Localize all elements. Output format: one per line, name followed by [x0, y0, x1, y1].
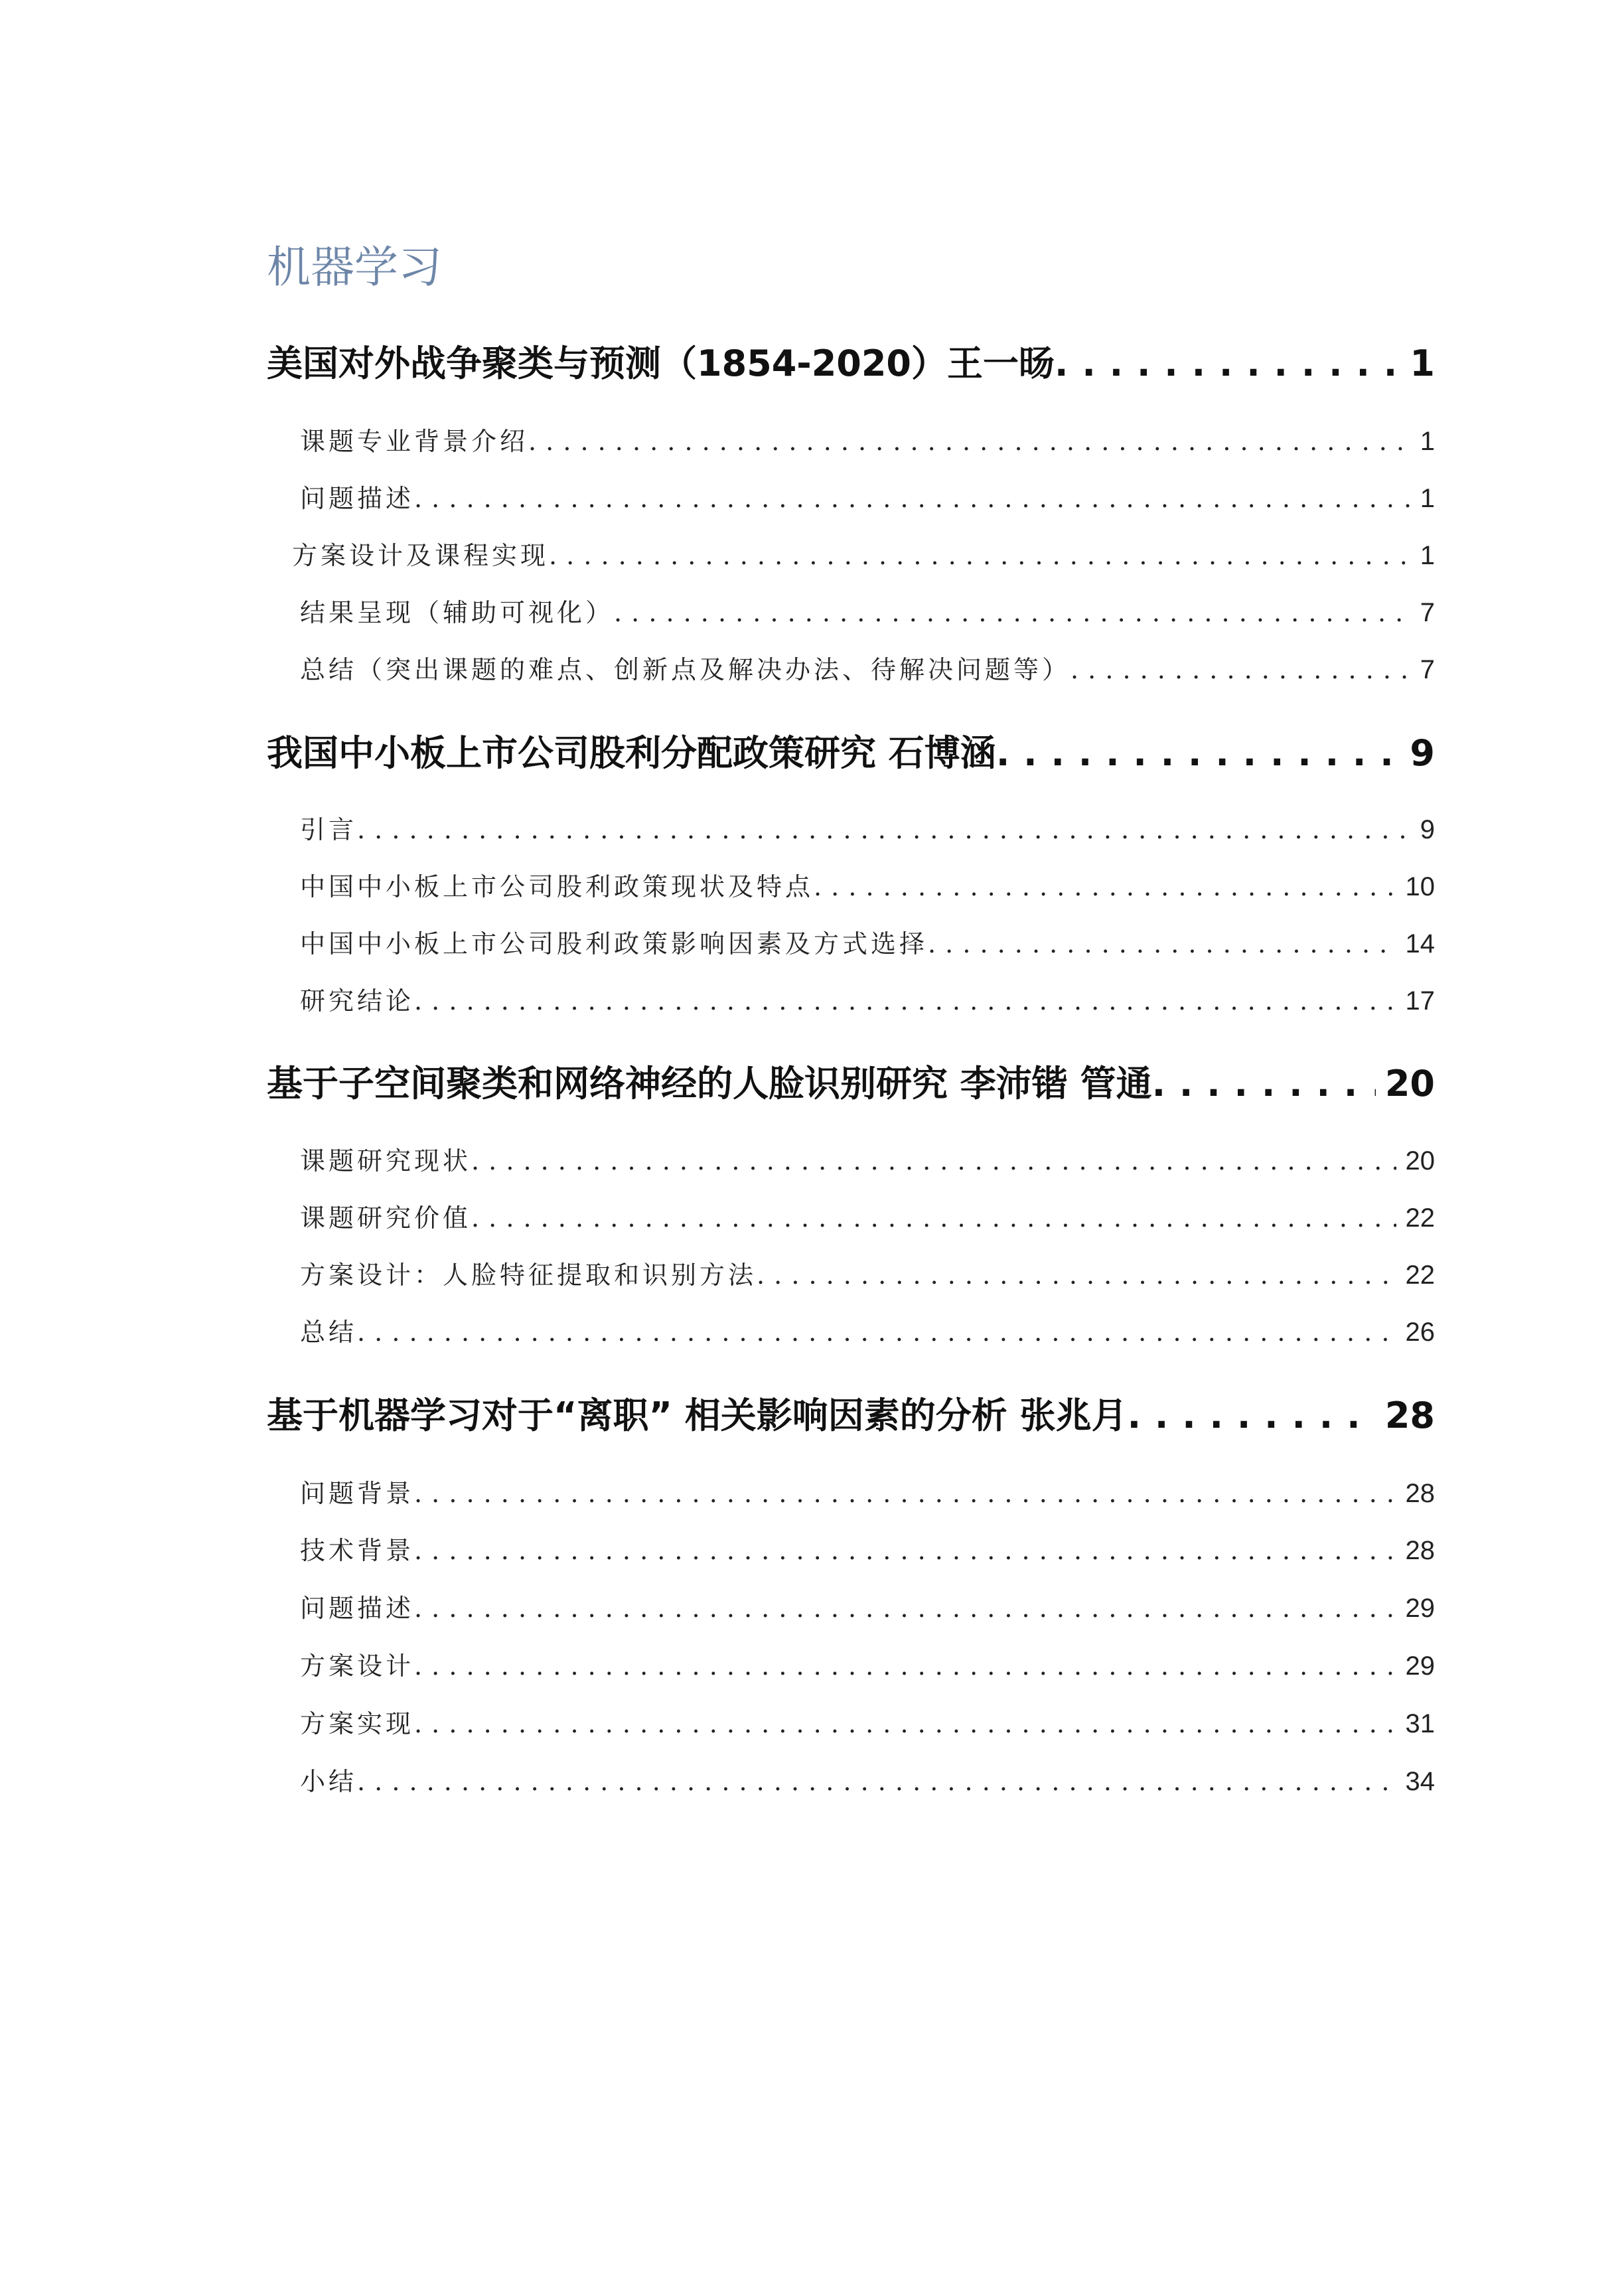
toc-entry-title: 中国中小板上市公司股利政策现状及特点	[300, 872, 814, 901]
toc-section[interactable]	[267, 1387, 1435, 1434]
toc-entry-page: 29	[1405, 1651, 1435, 1681]
toc-entry-title: 总结（突出课题的难点、创新点及解决办法、待解决问题等）	[300, 655, 1071, 684]
toc-entry-title: 方案实现	[300, 1709, 415, 1738]
toc-section-page: 20	[1384, 1063, 1435, 1105]
toc-entry[interactable]	[300, 1703, 1435, 1738]
toc-section[interactable]	[267, 335, 1435, 382]
toc-entry-page: 31	[1405, 1709, 1435, 1738]
toc-entry[interactable]	[300, 1312, 1435, 1346]
toc-leader-dots	[357, 1318, 1396, 1347]
toc-entry-page: 9	[1420, 815, 1435, 844]
toc-leader-dots	[1128, 1395, 1376, 1436]
toc-entry-page: 1	[1420, 541, 1435, 570]
toc-leader-dots	[814, 872, 1396, 901]
toc-entry[interactable]	[300, 1645, 1435, 1680]
toc-entry[interactable]	[300, 809, 1435, 844]
toc-entry-title: 课题研究现状	[300, 1146, 472, 1176]
toc-entry[interactable]	[300, 980, 1435, 1015]
toc-leader-dots	[614, 598, 1411, 627]
toc-leader-dots	[414, 1594, 1396, 1623]
toc-leader-dots	[757, 1260, 1396, 1290]
toc-entry-title: 小结	[300, 1767, 358, 1796]
toc-entry[interactable]	[300, 1473, 1435, 1507]
toc-entry[interactable]	[300, 1530, 1435, 1564]
toc-section[interactable]	[267, 1055, 1435, 1105]
toc-leader-dots	[414, 1536, 1396, 1565]
toc-entry[interactable]	[300, 1140, 1435, 1175]
toc-leader-dots	[1070, 655, 1411, 684]
toc-entry[interactable]	[300, 923, 1435, 958]
page-title: 机器学习	[267, 242, 442, 293]
toc-entry-page: 28	[1405, 1479, 1435, 1508]
toc-leader-dots	[928, 929, 1396, 958]
toc-section-page: 28	[1384, 1395, 1435, 1436]
toc-entry[interactable]	[300, 1255, 1435, 1289]
toc-entry-page: 14	[1405, 929, 1435, 958]
toc-entry-title: 技术背景	[300, 1536, 415, 1565]
toc-leader-dots	[996, 732, 1401, 774]
toc-section-title: 基于机器学习对于“离职” 相关影响因素的分析 张兆月	[267, 1395, 1128, 1436]
toc-entry-title: 总结	[300, 1318, 358, 1347]
toc-entry-title: 引言	[300, 815, 358, 844]
toc-leader-dots	[414, 1479, 1396, 1508]
toc-entry[interactable]	[300, 421, 1435, 455]
toc-entry[interactable]	[300, 866, 1435, 901]
toc-entry-title: 课题专业背景介绍	[300, 427, 529, 456]
toc-entry-page: 20	[1405, 1146, 1435, 1176]
toc-entry-title: 中国中小板上市公司股利政策影响因素及方式选择	[300, 929, 928, 958]
toc-leader-dots	[471, 1203, 1396, 1233]
toc-entry[interactable]	[300, 592, 1435, 627]
toc-leader-dots	[414, 986, 1396, 1016]
toc-section-title: 我国中小板上市公司股利分配政策研究 石博涵	[267, 732, 996, 774]
toc-entry-page: 29	[1405, 1594, 1435, 1623]
toc-entry-page: 26	[1405, 1318, 1435, 1347]
toc-entry-title: 方案设计及课程实现	[292, 541, 550, 570]
toc-entry[interactable]	[300, 649, 1435, 684]
toc-leader-dots	[528, 427, 1411, 456]
toc-entry-title: 问题描述	[300, 1594, 415, 1623]
toc-entry-title: 结果呈现（辅助可视化）	[300, 598, 615, 627]
toc-section-page: 1	[1410, 343, 1435, 384]
toc-entry-page: 7	[1420, 598, 1435, 627]
toc-entry-page: 17	[1405, 986, 1435, 1016]
toc-leader-dots	[357, 1767, 1396, 1796]
toc-leader-dots	[414, 484, 1411, 513]
toc-entry-title: 问题描述	[300, 484, 415, 513]
toc-entry[interactable]	[300, 1197, 1435, 1232]
toc-entry-page: 10	[1405, 872, 1435, 901]
toc-leader-dots	[414, 1709, 1396, 1738]
toc-section-title: 基于子空间聚类和网络神经的人脸识别研究 李沛锴 管通	[267, 1063, 1152, 1105]
toc-section-title: 美国对外战争聚类与预测（1854-2020）王一旸	[267, 343, 1055, 384]
toc-entry-page: 1	[1420, 484, 1435, 513]
toc-leader-dots	[414, 1651, 1396, 1681]
toc-entry[interactable]	[300, 1761, 1435, 1795]
toc-entry-title: 研究结论	[300, 986, 415, 1016]
toc-leader-dots	[357, 815, 1411, 844]
toc-leader-dots	[1152, 1063, 1376, 1105]
toc-entry[interactable]	[292, 535, 1435, 570]
toc-section-page: 9	[1410, 732, 1435, 774]
toc-leader-dots	[549, 541, 1411, 570]
toc-entry-title: 方案设计：人脸特征提取和识别方法	[300, 1260, 757, 1290]
toc-entry-page: 22	[1405, 1260, 1435, 1290]
toc-entry-page: 7	[1420, 655, 1435, 684]
toc-leader-dots	[471, 1146, 1396, 1176]
toc-entry-page: 1	[1420, 427, 1435, 456]
toc-section[interactable]	[267, 725, 1435, 774]
toc-leader-dots	[1055, 343, 1400, 384]
toc-entry-title: 问题背景	[300, 1479, 415, 1508]
toc-entry-title: 方案设计	[300, 1651, 415, 1681]
toc-entry[interactable]	[300, 478, 1435, 512]
toc-entry-page: 28	[1405, 1536, 1435, 1565]
toc-entry[interactable]	[300, 1588, 1435, 1622]
toc-entry-page: 22	[1405, 1203, 1435, 1233]
toc-entry-page: 34	[1405, 1767, 1435, 1796]
toc-entry-title: 课题研究价值	[300, 1203, 472, 1233]
